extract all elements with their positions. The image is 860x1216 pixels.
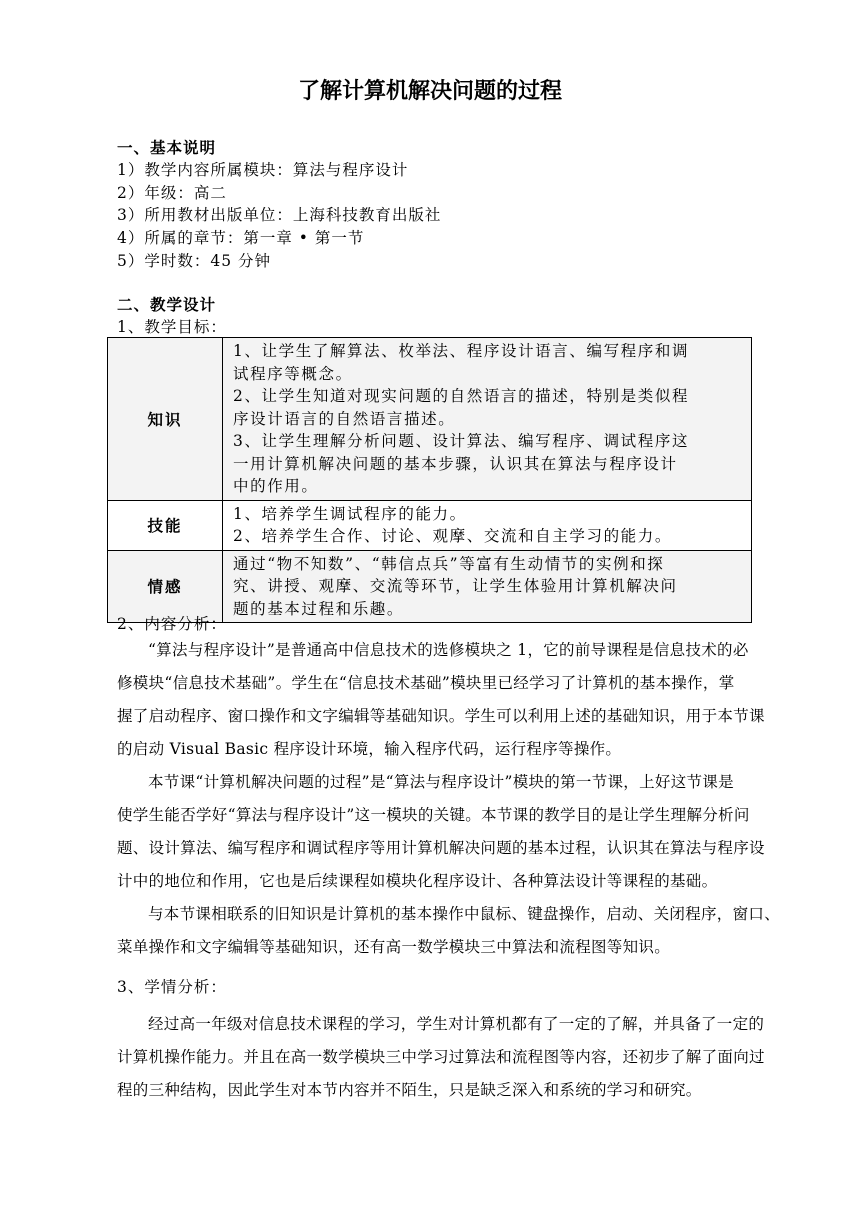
row-content-knowledge: 1、让学生了解算法、枚举法、程序设计语言、编写程序和调 试程序等概念。 2、让学生知道对现实问题的自然语言的描述，特别是类似程 序设计语言的自然语言描述。 3、让学生理解分析问题、设计算法、编写程序、调试程序这 一用计算机解决问题的基本步骤，认识其在算法与程序设计 中的作用。 xyxy=(223,338,752,501)
learner-analysis-paragraph: 经过高一年级对信息技术课程的学习，学生对计算机都有了一定的了解，并具备了一定的 计算机操作能力。并且在高一数学模块三中学习过算法和流程图等内容，还初步了解了面向过 程的三种结构，因此学生对本节内容并不陌生，只是缺乏深入和系统的学习和研究。 xyxy=(117,1015,765,1099)
subheading-teaching-goals: 1、教学目标： xyxy=(117,318,227,336)
row-label-knowledge: 知识 xyxy=(108,338,223,501)
basic-info-item: 1）教学内容所属模块：算法与程序设计 xyxy=(117,161,409,179)
basic-info-item: 4）所属的章节：第一章 • 第一节 xyxy=(117,229,365,247)
section-heading-basic-info: 一、基本说明 xyxy=(117,138,217,157)
basic-info-item: 2）年级：高二 xyxy=(117,184,227,202)
basic-info-item: 5）学时数：45 分钟 xyxy=(117,252,272,270)
content-analysis-paragraph: 本节课“计算机解决问题的过程”是“算法与程序设计”模块的第一节课，上好这节课是 使学生能否学好“算法与程序设计”这一模块的关键。本节课的教学目的是让学生理解分析问 题、设计算法、编写程序和调试程序等用计算机解决问题的基本过程，认识其在算法与程序设 计中的地位和作用，它也是后续课程如模块化程序设计、各种算法设计等课程的基础。 xyxy=(117,773,765,890)
table-row xyxy=(108,500,752,550)
content-analysis-paragraph: 与本节课相联系的旧知识是计算机的基本操作中鼠标、键盘操作，启动、关闭程序，窗口、 菜单操作和文字编辑等基础知识，还有高一数学模块三中算法和流程图等知识。 xyxy=(117,905,781,956)
subheading-content-analysis: 2、内容分析： xyxy=(117,615,227,633)
row-content-skills: 1、培养学生调试程序的能力。 2、培养学生合作、讨论、观摩、交流和自主学习的能力。 xyxy=(223,500,752,550)
teaching-goals-table xyxy=(107,337,752,623)
content-analysis-paragraph: “算法与程序设计”是普通高中信息技术的选修模块之 1，它的前导课程是信息技术的必 修模块“信息技术基础”。学生在“信息技术基础”模块里已经学习了计算机的基本操作，掌 握了启动程序、窗口操作和文字编辑等基础知识。学生可以利用上述的基础知识，用于本节课 的启动 Visual Basic 程序设计环境，输入程序代码，运行程序等操作。 xyxy=(117,641,765,758)
row-label-skills: 技能 xyxy=(108,500,223,550)
row-content-emotion: 通过“物不知数”、“韩信点兵”等富有生动情节的实例和探 究、讲授、观摩、交流等环节，让学生体验用计算机解决问 题的基本过程和乐趣。 xyxy=(223,550,752,623)
page-title: 了解计算机解决问题的过程 xyxy=(297,78,562,104)
table-row xyxy=(108,550,752,623)
section-heading-teaching-design: 二、教学设计 xyxy=(117,295,217,314)
subheading-learner-analysis: 3、学情分析： xyxy=(117,978,227,996)
basic-info-item: 3）所用教材出版单位：上海科技教育出版社 xyxy=(117,206,442,224)
table-row xyxy=(108,338,752,501)
row-label-emotion: 情感 xyxy=(108,550,223,623)
